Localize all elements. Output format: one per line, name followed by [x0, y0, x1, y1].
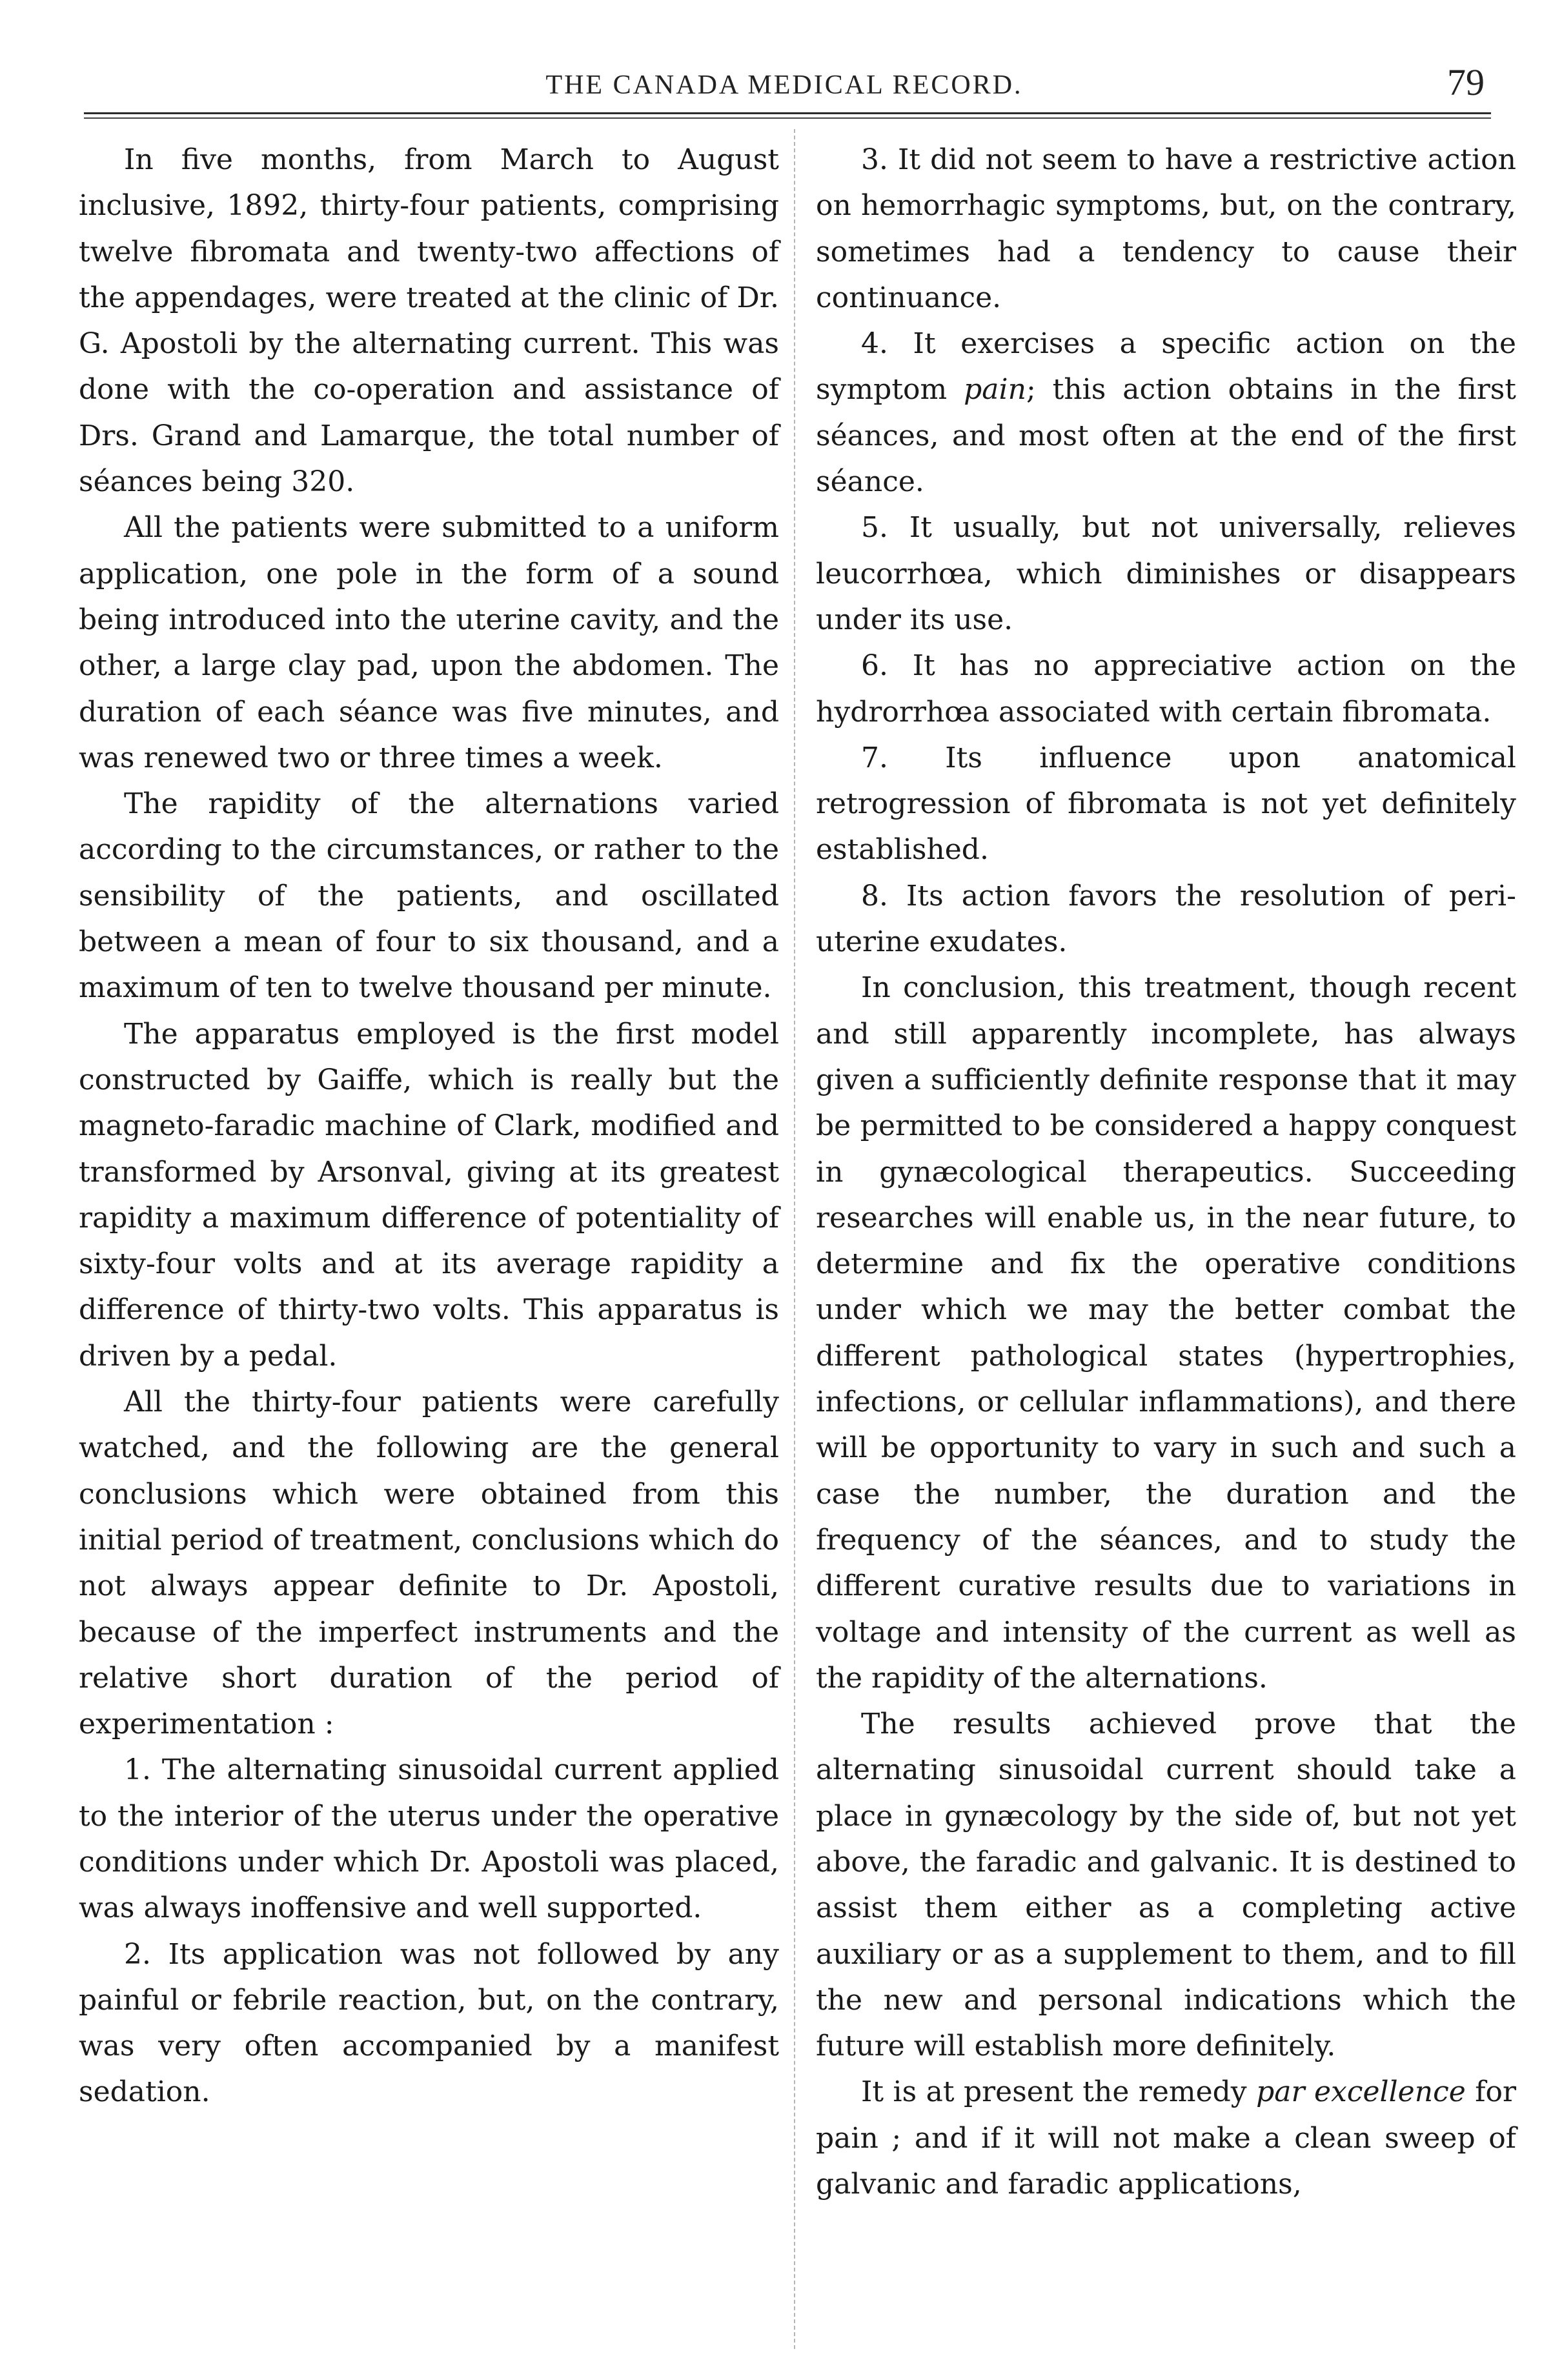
column-divider — [794, 129, 795, 2349]
right-column — [816, 137, 1516, 2335]
list-item-conclusion-2: 2. Its application was not followed by any painful or febrile reaction, but, on the contrary, was very often accompanied by a manifest sedation. — [79, 1937, 779, 2109]
italic-term: pain — [964, 373, 1026, 407]
list-item-conclusion-4 — [816, 321, 1516, 505]
page-header — [77, 26, 1491, 103]
page-number: 79 — [1447, 61, 1485, 103]
text-run: ; this action obtains in the first séances, and most often at the end of the first séance. — [816, 373, 1516, 499]
paragraph: In conclusion, this treatment, though recent and still apparently incomplete, has always given a sufficiently definite response that it may be permitted to be considered a happy conquest in gynæcological therapeutics. Succeeding researches will enable us, in the near future, to determine and fix the operative conditions under which we may the better combat the different pathological states (hypertrophies, infections, or cellular inflammations), and there will be opportunity to vary in such and such a case the number, the duration and the frequency of the séances, and to study the different curative results due to variations in voltage and intensity of the current as well as the rapidity of the alternations. — [816, 971, 1516, 1695]
list-item-conclusion-5: 5. It usually, but not universally, relieves leucorrhœa, which diminishes or disappears under its use. — [816, 511, 1516, 636]
paragraph: The rapidity of the alternations varied according to the circumstances, or rather to the sensibility of the patients, and oscillated between a mean of four to six thousand, and a maximum of ten to twelve thousand per minute. — [79, 787, 779, 1005]
list-item-conclusion-6: 6. It has no appreciative action on the hydrorrhœa associated with certain fibromata. — [816, 649, 1516, 729]
paragraph: In five months, from March to August inclusive, 1892, thirty-four patients, comprising twelve fibromata and twenty-two affections of the appendages, were treated at the clinic of Dr. G. Apostoli by the alternating current. This was done with the co-operation and assistance of Drs. Grand and Lamarque, the total number of séances being 320. — [79, 143, 779, 499]
italic-term: par excellence — [1256, 2075, 1466, 2109]
text-run: It is at present the remedy — [861, 2075, 1257, 2109]
text-run: 4. It exercises a specific action on the symptom — [816, 327, 1516, 407]
paragraph — [816, 2069, 1516, 2207]
paragraph: The apparatus employed is the first model constructed by Gaiffe, which is really but the magneto-faradic machine of Clark, modified and transformed by Arsonval, giving at its greatest rapidity a maximum difference of potentiality of sixty-four volts and at its average rapidity a difference of thirty-two volts. This apparatus is driven by a pedal. — [79, 1017, 779, 1373]
running-title: THE CANADA MEDICAL RECORD. — [545, 70, 1023, 100]
left-column — [79, 137, 779, 2335]
list-item-conclusion-1: 1. The alternating sinusoidal current applied to the interior of the uterus under the operative conditions under which Dr. Apostoli was placed, was always inoffensive and well supported. — [79, 1753, 779, 1925]
list-item-conclusion-7: 7. Its influence upon anatomical retrogression of fibromata is not yet definitely established. — [816, 741, 1516, 867]
list-item-conclusion-8: 8. Its action favors the resolution of peri-uterine exudates. — [816, 879, 1516, 959]
paragraph: All the patients were submitted to a uniform application, one pole in the form of a sound being introduced into the uterine cavity, and the other, a large clay pad, upon the abdomen. The duration of each séance was five minutes, and was renewed two or three times a week. — [79, 511, 779, 774]
header-rule-secondary — [84, 117, 1491, 119]
paragraph: The results achieved prove that the alternating sinusoidal current should take a place in gynæcology by the side of, but not yet above, the faradic and galvanic. It is destined to assist them either as a completing active auxiliary or as a supplement to them, and to fill the new and personal indications which the future will establish more definitely. — [816, 1708, 1516, 2063]
text-run: for pain ; and if it will not make a clean sweep of galvanic and faradic applications, — [816, 2075, 1517, 2201]
list-item-conclusion-3: 3. It did not seem to have a restrictive action on hemorrhagic symptoms, but, on the contrary, sometimes had a tendency to cause their continuance. — [816, 143, 1516, 314]
paragraph: All the thirty-four patients were carefully watched, and the following are the general conclusions which were obtained from this initial period of treatment, conclusions which do not always appear definite to Dr. Apostoli, because of the imperfect instruments and the relative short duration of the period of experimentation : — [79, 1386, 779, 1741]
header-rule — [84, 112, 1491, 114]
